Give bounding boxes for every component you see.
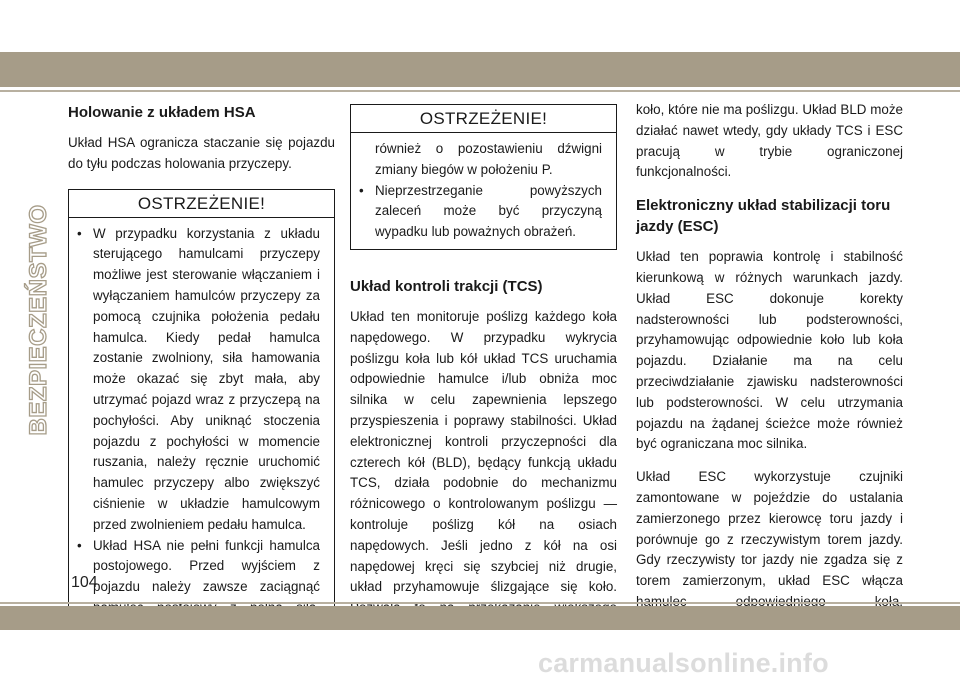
warning-title-2: OSTRZEŻENIE! xyxy=(351,105,616,133)
warning-bullet: • Nieprzestrzeganie powyższych zaleceń może być przyczyną wypadku lub poważnych obrażeń. xyxy=(357,181,602,243)
paragraph-esc-1: Układ ten poprawia kontrolę i stabilność kierunkową w różnych warunkach jazdy. Układ ESC dokonuje korekty nadsterowności lub podsterowności, przyhamowując odpowiednie koło lub koła pojazdu. Działanie ma na celu przeciwdziałanie zjawisku nadsterowności lub podsterowności. W celu utrzymania pojazdu na żądanej ścieżce może również być ograniczana moc silnika. xyxy=(636,249,903,452)
warning-box-1 xyxy=(68,189,335,647)
paragraph-tcs: Układ ten monitoruje poślizg każdego koła napędowego. W przypadku wykrycia poślizgu koła lub kół układ TCS uruchamia odpowiednie hamulce i/lub obniża moc silnika w celu zapewnienia lepszego przyspieszenia i poprawy stabilności. Układ elektronicznej kontroli przyczepności dla czterech kół (BLD), będący funkcją układu TCS, działa podobnie do mechanizmu różnicowego o kontrolowanym poślizgu — kontroluje poślizg kół na osiach napędowych. Jeśli jedno z kół na osi napędowej kręci się szybciej niż drugie, układ przyhamowuje ślizgające się koło. xyxy=(350,308,617,595)
footer-bar xyxy=(0,606,960,630)
paragraph-esc-2: Układ ESC wykorzystuje czujniki zamontowane w pojeździe do ustalania zamierzonego przez kierowcę toru jazdy i porównuje go z rzeczywistym torem jazdy. Gdy rzeczywisty tor jazdy nie zgadza się z torem zamierzonym, układ ESC włącza xyxy=(636,469,903,589)
section-side-tab-label: BEZPIECZEŃSTWO xyxy=(25,204,52,436)
heading-tcs: Układ kontroli trakcji (TCS) xyxy=(350,277,543,295)
heading-esc: Elektroniczny układ stabilizacji toru jazdy (ESC) xyxy=(636,197,891,236)
warning-body-1 xyxy=(69,218,334,646)
column-1 xyxy=(68,96,335,647)
footer-rule xyxy=(0,602,960,604)
column-2 xyxy=(350,96,617,640)
paragraph-bld-continued: koło, które nie ma poślizgu. Układ BLD może działać nawet wtedy, gdy układy TCS i ESC pracują w trybie ograniczonej funkcjonalności. xyxy=(636,102,903,180)
paragraph-hsa: Układ HSA ogranicza staczanie się pojazdu do tyłu podczas holowania przyczepy. xyxy=(68,135,335,171)
column-3 xyxy=(636,96,903,654)
top-margin xyxy=(0,0,960,52)
watermark: carmanualsonline.info xyxy=(538,648,829,678)
warning-box-2 xyxy=(350,104,617,250)
warning-bullet: • Układ HSA nie pełni funkcji hamulca postojowego. Przed wyjściem z pojazdu należy zawsze zaciągnąć xyxy=(75,536,320,640)
warning-continuation: również o pozostawieniu dźwigni zmiany biegów w położeniu P. xyxy=(375,141,602,177)
warning-title-1: OSTRZEŻENIE! xyxy=(69,190,334,218)
warning-bullet: • W przypadku korzystania z układu sterującego hamulcami przyczepy możliwe jest sterowanie włączaniem i wyłączaniem hamulców przyczepy za pomocą czujnika położenia pedału hamulca. Kiedy pedał hamulca zostanie zwolniony, siła hamowania może okazać się zbyt mała, aby utrzymać pojazd wraz z przyczepą na pochyłości. Aby uniknąć stoczenia pojazdu z pochyłości w momencie ruszania, należy ręcznie uruchomić hamulec przyczepy albo zwiększyć ciśnienie w układzie hamulcowym przed zwolnieniem pedału hamulca. xyxy=(75,224,320,536)
header-rule xyxy=(0,90,960,92)
heading-hsa-towing: Holowanie z układem HSA xyxy=(68,104,256,121)
warning-body-2 xyxy=(351,133,616,249)
page-number: 104 xyxy=(71,574,98,591)
header-bar xyxy=(0,52,960,87)
